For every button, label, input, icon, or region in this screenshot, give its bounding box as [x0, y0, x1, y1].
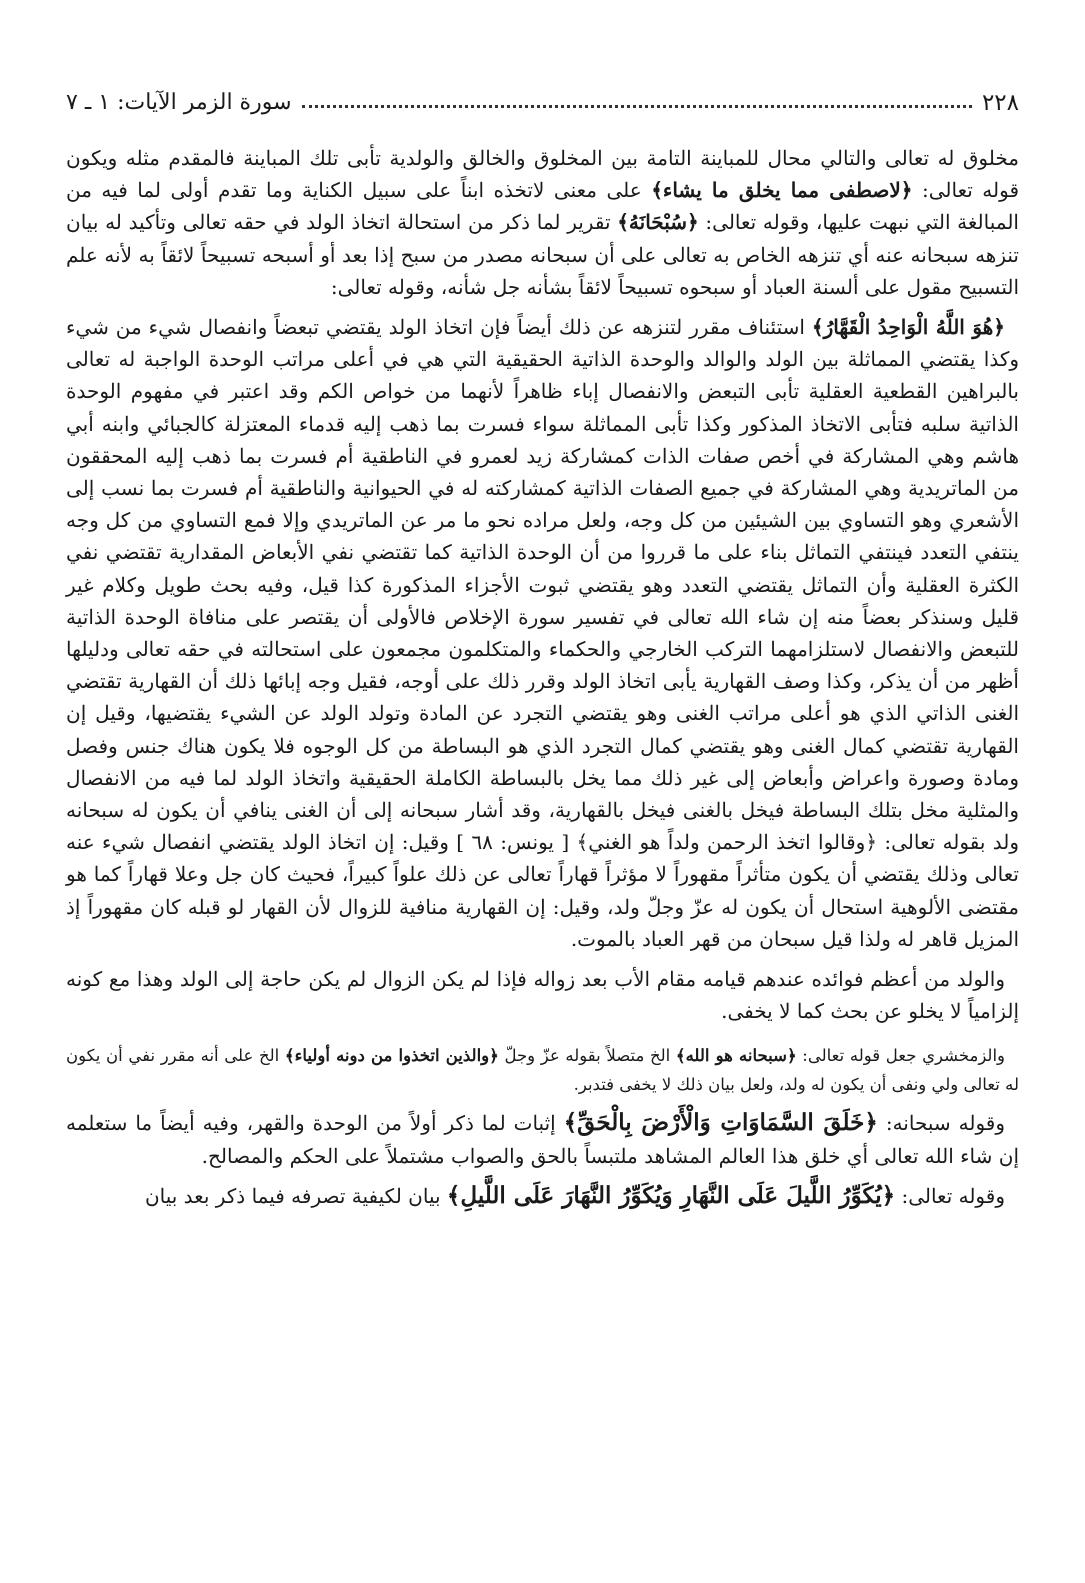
- text-segment: على معنى لاتخذه ابناً على سبيل الكناية وما تقدم أولى لما فيه من المبالغة التي نبهت عليها، وقوله تعالى:: [66, 178, 1019, 235]
- quran-verse: ﴿لاصطفى مما يخلق ما يشاء﴾: [651, 178, 913, 203]
- quran-verse: ﴿خَلَقَ السَّمَاوَاتِ وَالْأَرْضَ بِالْحَقِّ﴾: [563, 1109, 878, 1137]
- paragraph: [66, 1180, 1019, 1212]
- text-segment: وقوله تعالى:: [895, 1183, 1005, 1208]
- text-segment: الخ على أنه مقرر نفي أن يكون له تعالى ولي ونفى أن يكون له ولد، ولعل بيان ذلك لا يخفى فتدبر.: [66, 1046, 1019, 1095]
- text-segment: والولد من أعظم فوائده عندهم قيامه مقام الأب بعد زواله فإذا لم يكن الزوال لم يكن حاجة إلى الولد وهذا مع كونه إلزامياً لا يخلو عن بحث كما لا يخفى.: [66, 967, 1019, 1024]
- text-segment: تقرير لما ذكر من استحالة اتخاذ الولد في حقه تعالى وتأكيد له بيان تنزهه سبحانه عنه أي تنزهه الخاص به تعالى على أن سبحانه مصدر من سبح إذا بعد أو أسبحه تسبيحاً لائقاً به لأنه علم التسبيح مقول على ألسنة العباد أو سبحوه تسبيحاً لائقاً بشأنه جل شأنه، وقوله تعالى:: [66, 210, 1019, 299]
- footnote: [66, 1041, 1019, 1099]
- paragraph: [66, 1107, 1019, 1171]
- text-segment: مخلوق له تعالى والتالي محال للمباينة التامة بين المخلوق والخالق والولدية تأبى تلك المباينة فالمقدم مثله ويكون قوله تعالى:: [66, 146, 1020, 203]
- surah-title: سورة الزمر الآيات: ١ ـ ٧: [66, 90, 292, 115]
- quran-citation: ﴿وقالوا اتخذ الرحمن ولداً هو الغني﴾: [576, 830, 878, 855]
- text-segment: والزمخشري جعل قوله تعالى:: [796, 1046, 1006, 1066]
- dotted-leader: [302, 93, 972, 108]
- text-segment: وقوله سبحانه:: [877, 1111, 1005, 1136]
- paragraph: [66, 311, 1019, 955]
- quran-verse: ﴿سبحانه هو الله﴾: [675, 1046, 797, 1066]
- quran-verse: ﴿سُبْحَانَهُ﴾: [617, 210, 699, 235]
- page-number: ٢٢٨: [981, 90, 1019, 116]
- running-head: [66, 86, 1019, 120]
- quran-verse: ﴿هُوَ اللَّهُ الْوَاحِدُ الْقَهَّارُ﴾: [811, 315, 1006, 340]
- text-segment: [ يونس: ٦٨ ] وقيل: إن اتخاذ الولد يقتضي انفصال شيء عنه تعالى وذلك يقتضي أن يكون متأثراً مقهوراً لا مؤثراً قهاراً تعالى عن ذلك علواً كبيراً، فحيث كان جل وعلا قهاراً كما هو مقتضى الألوهية استحال أن يكون له عزّ وجلّ ولد، وقيل: إن القهارية منافية للزوال لأن القهار لو قبله كان مقهوراً إذ المزيل قاهر له ولذا قيل سبحان من قهر العباد بالموت.: [66, 830, 1019, 951]
- body-text: [66, 142, 1019, 1220]
- text-segment: بيان لكيفية تصرفه فيما ذكر بعد بيان: [144, 1183, 447, 1208]
- text-segment: استئناف مقرر لتنزهه عن ذلك أيضاً فإن اتخاذ الولد يقتضي تبعضاً وانفصال شيء من شيء وكذا يقتضي المماثلة بين الولد والوالد والوحدة الذاتية الحقيقية التي هي في أعلى مراتب الوحدة الواجبة له تعالى بالبراهين القطعية العقلية تأبى التبعض والانفصال إباء ظاهراً لأنهما من خواص الكم وقد اعتبر في مفهوم الوحدة الذاتية سلبه فتأبى الاتخاذ المذكور وكذا تأبى المماثلة سواء فسرت بما ذهب إليه قدماء المعتزلة كالجبائي وابنه أبي هاشم وهي المشاركة في أخص صفات الذات كمشاركة زيد لعمرو في الناطقية أم فسرت بما ذهب إليه المحققون من الماتريدية وهي المشاركة في جميع الصفات الذاتية كمشاركته له في الحيوانية والناطقية أم فسرت بما نسب إلى الأشعري وهو التساوي بين الشيئين من كل وجه، ولعل مراده نحو ما مر عن الماتريدي وإلا فمع التساوي من كل وجه ينتفي التعدد فينتفي التماثل بناء على ما قرروا من أن الوحدة الذاتية كما تقتضي نفي الأبعاض المقدارية تقتضي نفي الكثرة العقلية وأن التماثل يقتضي التعدد وهو يقتضي ثبوت الأجزاء المذكورة كذا قيل، وفيه بحث طويل وكلام غير قليل وسنذكر بعضاً منه إن شاء الله تعالى في تفسير سورة الإخلاص فالأولى أن يقتصر على منافاة الوحدة الذاتية للتبعض والانفصال لاستلزامهما التركب الخارجي والحكماء والمتكلمون مجمعون على استحالته في حقه تعالى ودليلها أظهر من أن يذكر، وكذا وصف القهارية يأبى اتخاذ الولد وقرر ذلك على أوجه، فقيل وجه إبائها ذلك أن القهارية تقتضي الغنى الذاتي الذي هو أعلى مراتب الغنى وهو يقتضي التجرد عن المادة وتولد الولد عن الشيء يقتضيها، وقيل إن القهارية تقتضي كمال الغنى وهو يقتضي كمال التجرد الذي هو البساطة من كل الوجوه فلا يكون هناك جنس وفصل ومادة وصورة واعراض وأبعاض إلى غير ذلك مما يخل بالبساطة الكاملة الحقيقية واتخاذ الولد لما فيه من الانفصال والمثلية مخل بتلك البساطة فيخل بالغنى فيخل بالقهارية، وقد أشار سبحانه إلى أن الغنى ينافي أن يكون له سبحانه ولد بقوله تعالى:: [66, 315, 1020, 855]
- quran-verse: ﴿يُكَوِّرُ اللَّيلَ عَلَى النَّهَارِ وَيُكَوِّرُ النَّهَارَ عَلَى اللَّيلِ﴾: [446, 1181, 896, 1209]
- text-segment: إثبات لما ذكر أولاً من الوحدة والقهر، وفيه أيضاً ما ستعلمه إن شاء الله تعالى أي خلق هذا العالم المشاهد ملتبساً بالحق والصواب مشتملاً على الحكم والمصالح.: [66, 1111, 1019, 1168]
- paragraph: [66, 142, 1019, 303]
- quran-verse: ﴿والذين اتخذوا من دونه أولياء﴾: [284, 1046, 499, 1066]
- text-segment: الخ متصلاً بقوله عزّ وجلّ: [498, 1046, 676, 1066]
- paragraph: [66, 963, 1019, 1027]
